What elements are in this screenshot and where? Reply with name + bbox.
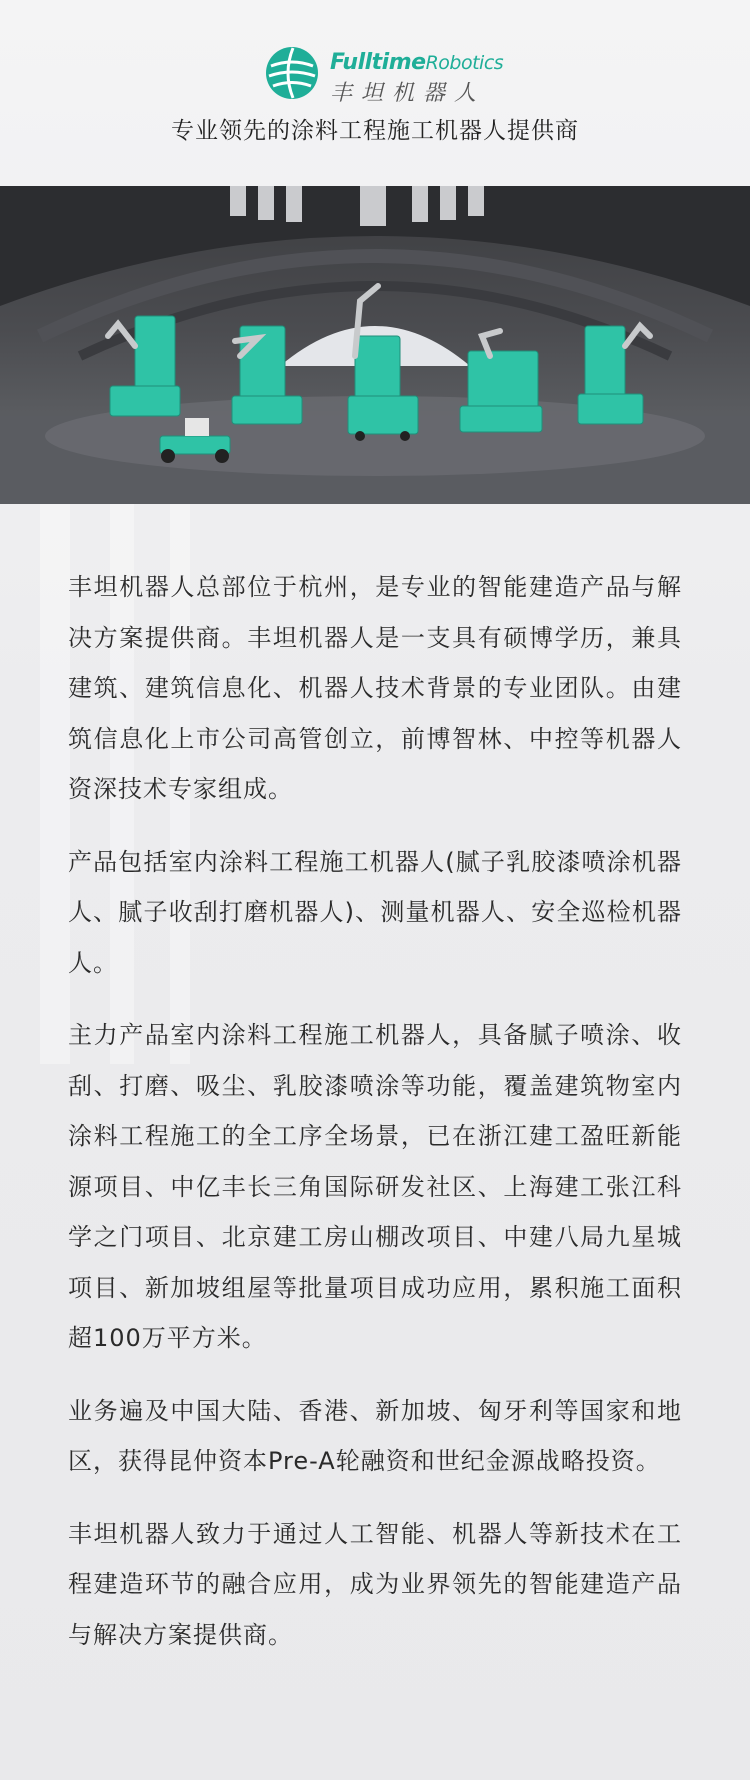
hero-image <box>0 186 750 504</box>
header <box>0 0 750 186</box>
paragraph: 产品包括室内涂料工程施工机器人(腻子乳胶漆喷涂机器人、腻子收刮打磨机器人)、测量机器人、安全巡检机器人。 <box>68 847 682 977</box>
brand-name-en: FulltimeRobotics <box>330 50 504 75</box>
paragraph: 丰坦机器人总部位于杭州，是专业的智能建造产品与解决方案提供商。丰坦机器人是一支具有硕博学历，兼具建筑、建筑信息化、机器人技术背景的专业团队。由建筑信息化上市公司高管创立，前博智林、中控等机器人资深技术专家组成。 <box>68 573 682 803</box>
article-body <box>68 562 682 1682</box>
brand-name-cn: 丰坦机器人 <box>330 81 486 106</box>
background-column <box>40 504 70 1064</box>
paragraph: 业务遍及中国大陆、香港、新加坡、匈牙利等国家和地区，获得昆仲资本Pre-A轮融资和世纪金源战略投资。 <box>68 1396 682 1475</box>
robots-showroom-illustration <box>0 186 750 504</box>
paragraph: 丰坦机器人致力于通过人工智能、机器人等新技术在工程建造环节的融合应用，成为业界领先的智能建造产品与解决方案提供商。 <box>68 1519 682 1649</box>
globe-logo-icon <box>265 46 319 100</box>
paragraph: 主力产品室内涂料工程施工机器人，具备腻子喷涂、收刮、打磨、吸尘、乳胶漆喷涂等功能，覆盖建筑物室内涂料工程施工的全工序全场景，已在浙江建工盈旺新能源项目、中亿丰长三角国际研发社区、上海建工张江科学之门项目、北京建工房山棚改项目、中建八局九星城项目、新加坡组屋等批量项目成功应用，累积施工面积超100万平方米。 <box>68 1021 682 1352</box>
page-tagline: 专业领先的涂料工程施工机器人提供商 <box>171 118 579 144</box>
